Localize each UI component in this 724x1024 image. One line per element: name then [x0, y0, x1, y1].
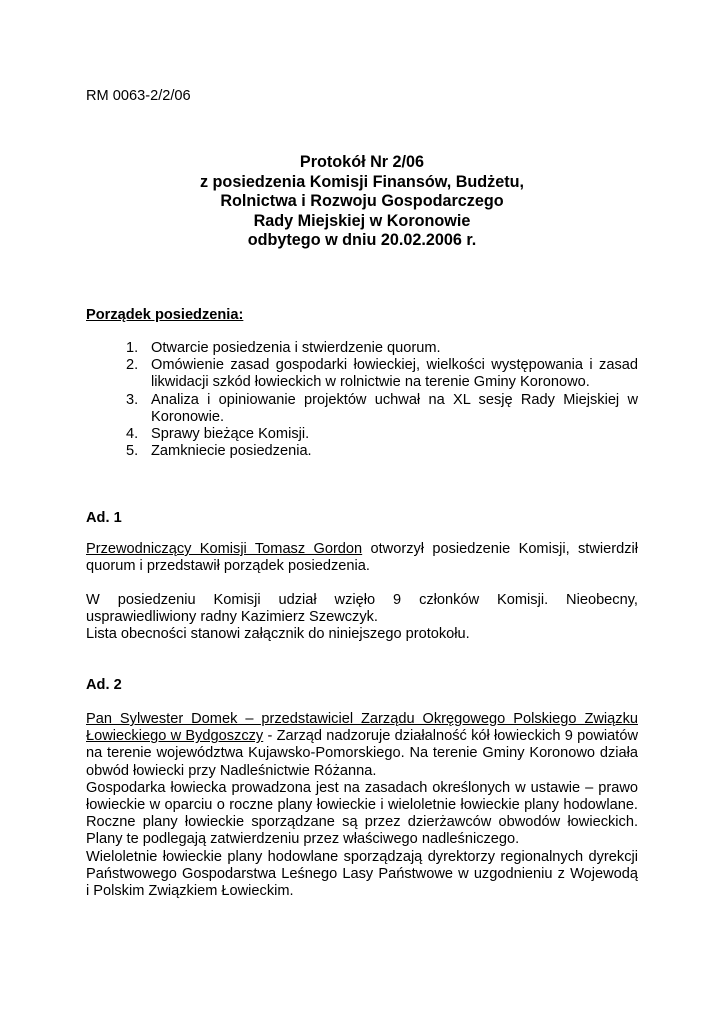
- ad1-attendance-paragraph: [86, 592, 638, 644]
- ad1-opening-paragraph: [86, 541, 638, 575]
- agenda-item-text: Sprawy bieżące Komisji.: [151, 426, 310, 443]
- paragraph-line: Plany te podlegają zatwierdzeniu przez właściwego nadleśniczego.: [86, 831, 520, 848]
- paragraph-line: Gospodarka łowiecka prowadzona jest na zasadach określonych w ustawie – prawo: [86, 779, 638, 796]
- paragraph-line: usprawiedliwiony radny Kazimierz Szewczyk.: [86, 609, 378, 626]
- agenda-item-number: 4.: [126, 426, 139, 443]
- title-line: Rolnictwa i Rozwoju Gospodarczego: [220, 192, 504, 210]
- agenda-list: [126, 340, 638, 460]
- title-line: z posiedzenia Komisji Finansów, Budżetu,: [199, 172, 525, 191]
- agenda-item: [126, 392, 638, 426]
- agenda-item-number: 1.: [126, 340, 139, 356]
- title-line: Rady Miejskiej w Koronowie: [253, 211, 471, 230]
- agenda-item: [126, 357, 638, 391]
- agenda-item-text: Otwarcie posiedzenia i stwierdzenie quorum.: [151, 340, 441, 356]
- agenda-item: [126, 443, 638, 460]
- title-line: Protokół Nr 2/06: [299, 153, 425, 171]
- paragraph-line: Roczne plany łowieckie sporządzane są przez dzierżawców obwodów łowieckich.: [86, 814, 638, 831]
- agenda-item-text: Zamkniecie posiedzenia.: [151, 443, 312, 460]
- paragraph-line: łowieckie w oparciu o roczne plany łowieckie i wieloletnie łowieckie plany hodowlane.: [86, 797, 638, 814]
- agenda-item: [126, 340, 638, 357]
- paragraph-line: Państwowego Gospodarstwa Leśnego Lasy Państwowe w uzgodnieniu z Wojewodą: [86, 865, 638, 882]
- speaker-line: Pan Sylwester Domek – przedstawiciel Zarządu Okręgowego Polskiego Związku: [86, 711, 638, 727]
- speaker-org: Łowieckiego w Bydgoszczy: [86, 728, 264, 745]
- paragraph-line: Przewodniczący Komisji Tomasz Gordon otworzył posiedzenie Komisji, stwierdził: [86, 541, 639, 557]
- paragraph-line: na terenie województwa Kujawsko-Pomorskiego. Na terenie Gminy Koronowo działa: [86, 745, 638, 762]
- ad2-heading: Ad. 2: [86, 677, 122, 693]
- chairman-name: Przewodniczący Komisji Tomasz Gordon: [86, 541, 363, 557]
- ad1-heading: Ad. 1: [86, 510, 122, 526]
- paragraph-line: W posiedzeniu Komisji udział wzięło 9 członków Komisji. Nieobecny,: [86, 592, 638, 608]
- paragraph-line: obwód łowiecki przy Nadleśnictwie Różanna.: [86, 762, 377, 779]
- paragraph-line: Łowieckiego w Bydgoszczy - Zarząd nadzoruje działalność kół łowieckich 9 powiatów: [86, 728, 638, 745]
- agenda-item-number: 2.: [126, 357, 139, 374]
- paragraph-line: quorum i przedstawił porządek posiedzenia.: [86, 558, 370, 575]
- agenda-heading: Porządek posiedzenia:: [86, 307, 244, 323]
- agenda-item-text: Analiza i opiniowanie projektów uchwał na XL sesję Rady Miejskiej w Koronowie.: [151, 391, 638, 425]
- agenda-item: [126, 426, 638, 443]
- paragraph-line: i Polskim Związkiem Łowieckim.: [86, 883, 294, 900]
- title-line: odbytego w dniu 20.02.2006 r.: [247, 231, 477, 249]
- agenda-item-number: 3.: [126, 391, 139, 408]
- document-reference-number: RM 0063-2/2/06: [86, 88, 191, 104]
- protocol-title: [86, 153, 638, 251]
- agenda-item-text: Omówienie zasad gospodarki łowieckiej, wielkości występowania i zasad likwidacji szkód łowieckich w rolnictwie na terenie Gminy Koronowo.: [151, 357, 638, 391]
- paragraph-line: Lista obecności stanowi załącznik do niniejszego protokołu.: [86, 626, 470, 643]
- ad2-paragraph: [86, 711, 638, 900]
- paragraph-line: Wieloletnie łowieckie plany hodowlane sporządzają dyrektorzy regionalnych dyrekcji: [86, 848, 638, 865]
- agenda-item-number: 5.: [126, 443, 139, 460]
